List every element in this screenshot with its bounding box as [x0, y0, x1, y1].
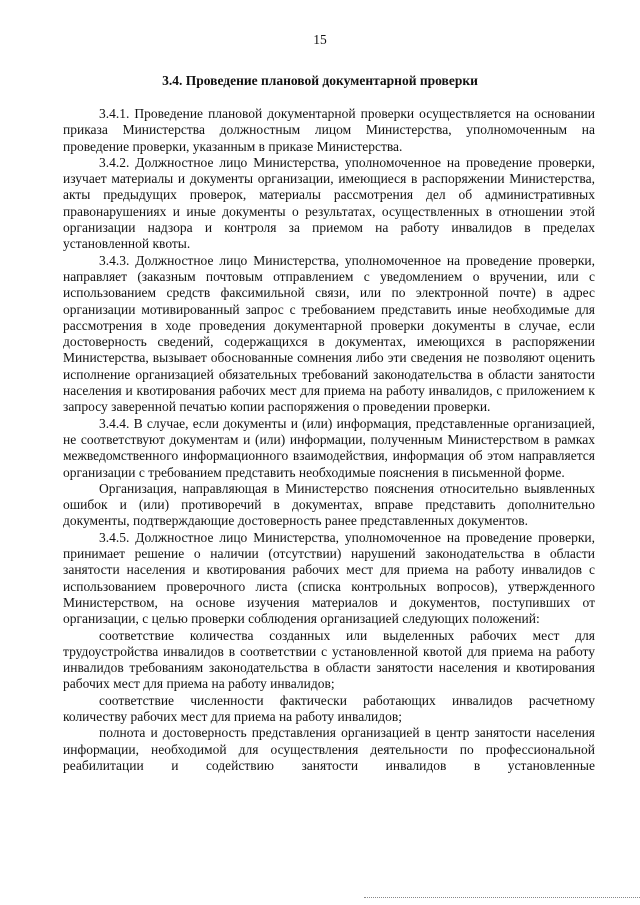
list-item-quota-compliance: соответствие количества созданных или выделенных рабочих мест для трудоустройства инвалидов в соответствии с установленной квотой для приема на работу инвалидов требованиям законодательства в области занятости населения и квотирования рабочих мест для приема на работу инвалидов; — [63, 627, 595, 692]
paragraph-3-4-4: 3.4.4. В случае, если документы и (или) информация, представленные организацией, не соответствуют документам и (или) информации, полученным Министерством в рамках межведомственного информационного взаимодействия, информация об этом направляется организации с требованием представить необходимые пояснения в письменной форме. — [63, 415, 595, 480]
document-body — [63, 106, 595, 774]
paragraph-3-4-2: 3.4.2. Должностное лицо Министерства, уполномоченное на проведение проверки, изучает материалы и документы организации, имеющиеся в распоряжении Министерства, акты предыдущих проверок, материалы рассмотрения дел об административных правонарушениях и иные документы о результатах, осуществленных в отношении этой организации надзора и контроля за приемом на работу инвалидов в пределах установленной квоты. — [63, 154, 595, 252]
paragraph-3-4-1: 3.4.1. Проведение плановой документарной проверки осуществляется на основании приказа Министерства должностным лицом Министерства, уполномоченным на проведение проверки, указанным в приказе Министерства. — [63, 106, 595, 154]
paragraph-organization-explanations: Организация, направляющая в Министерство пояснения относительно выявленных ошибок и (или) противоречий в документах, вправе представить дополнительно документы, подтверждающие достоверность ранее представленных документов. — [63, 480, 595, 529]
footer-divider — [364, 897, 640, 898]
section-title: 3.4. Проведение плановой документарной проверки — [162, 73, 478, 88]
list-item-headcount-compliance: соответствие численности фактически работающих инвалидов расчетному количеству рабочих мест для приема на работу инвалидов; — [63, 692, 595, 724]
list-item-information-completeness: полнота и достоверность представления организацией в центр занятости населения информации, необходимой для осуществления деятельности по профессиональной реабилитации и содействию занятости инвалидов в установленные — [63, 725, 595, 773]
paragraph-3-4-3: 3.4.3. Должностное лицо Министерства, уполномоченное на проведение проверки, направляет (заказным почтовым отправлением с уведомлением о вручении, или с использованием средств факсимильной связи, или по электронной почте) в адрес организации мотивированный запрос с требованием представить иные необходимые для рассмотрения в ходе проведения документарной проверки документы в случае, если достоверность сведений, содержащихся в документах, имеющихся в распоряжении Министерства, вызывает обоснованные сомнения либо эти сведения не позволяют оценить исполнение организацией обязательных требований законодательства в области занятости населения и квотирования рабочих мест для приема на работу инвалидов, с приложением к запросу заверенной печатью копии распоряжения о проведении проверки. — [63, 252, 595, 415]
page-number: 15 — [313, 32, 327, 47]
paragraph-3-4-5: 3.4.5. Должностное лицо Министерства, уполномоченное на проведение проверки, принимает решение о наличии (отсутствии) нарушений законодательства в области занятости населения и квотирования рабочих мест для приема на работу инвалидов с использованием проверочного листа (списка контрольных вопросов), утвержденного Министерством, на основе изучения материалов и документов, поступивших от организации, с целью проверки соблюдения организацией следующих положений: — [63, 529, 595, 627]
